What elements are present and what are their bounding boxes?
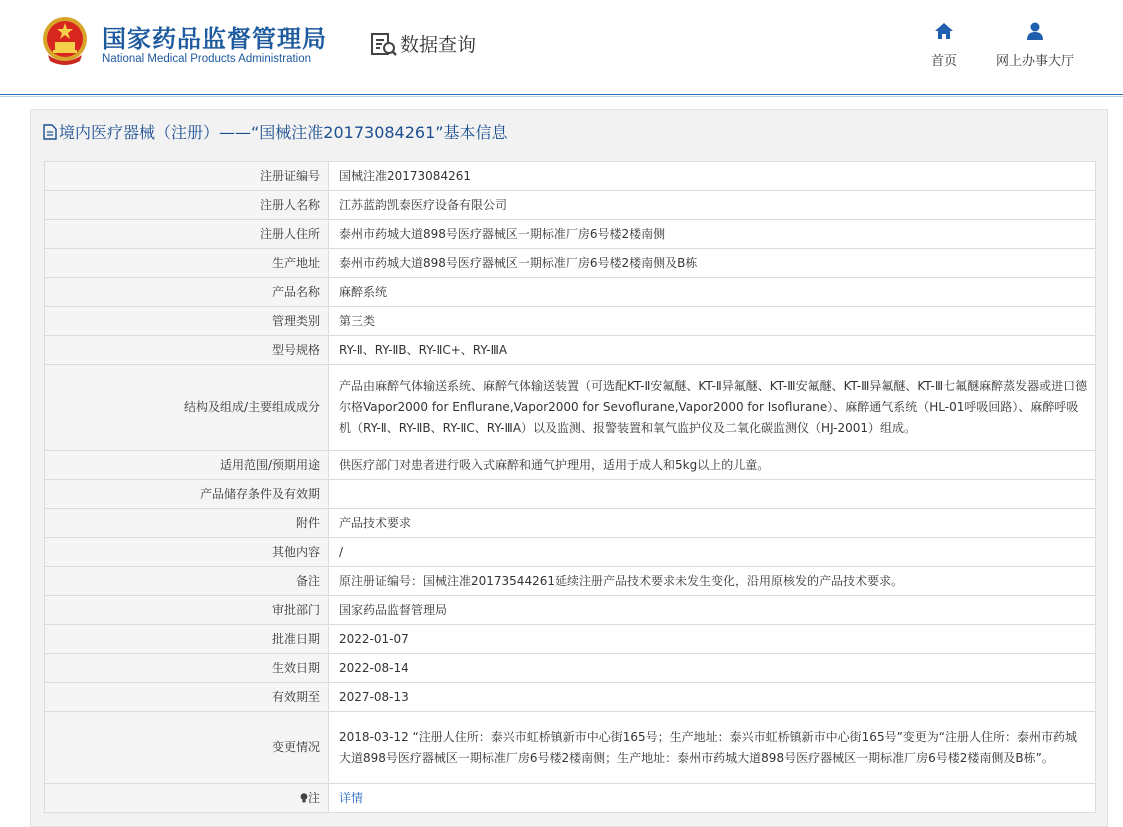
row-value: 产品由麻醉气体输送系统、麻醉气体输送装置（可选配KT-Ⅱ安氟醚、KT-Ⅱ异氟醚、KT-Ⅲ安氟醚、KT-Ⅲ异氟醚、KT-Ⅲ七氟醚麻醉蒸发器或进口德尔格Vapor2000 for Enflurane,Vapor2000 for Sevoflurane,Vapor2000 for Isoflurane）、麻醉通气系统（HL-01呼吸回路）、麻醉呼吸机（RY-Ⅱ、RY-ⅡB、RY-ⅡC、RY-ⅢA）以及监测、报警装置和氧气监护仪及二氧化碳监测仪（HJ-2001）组成。	[329, 365, 1096, 451]
row-key: 审批部门	[45, 596, 329, 625]
header-divider-light	[0, 96, 1123, 97]
table-row	[45, 307, 1096, 336]
row-key: 有效期至	[45, 683, 329, 712]
row-value: 2018-03-12 “注册人住所：泰兴市虹桥镇新市中心街165号；生产地址：泰兴市虹桥镇新市中心街165号”变更为“注册人住所：泰州市药城大道898号医疗器械区一期标准厂房6号楼2楼南侧；生产地址：泰州市药城大道898号医疗器械区一期标准厂房6号楼2楼南侧及B栋”。	[329, 712, 1096, 784]
table-row	[45, 451, 1096, 480]
row-value	[329, 784, 1096, 813]
row-key: 其他内容	[45, 538, 329, 567]
table-row	[45, 683, 1096, 712]
row-key: 批准日期	[45, 625, 329, 654]
agency-name-cn[interactable]: 国家药品监督管理局	[102, 25, 327, 53]
nav-online-service-hall[interactable]	[992, 22, 1078, 69]
agency-name-en[interactable]: National Medical Products Administration	[102, 53, 312, 65]
table-row	[45, 567, 1096, 596]
row-value: 泰州市药城大道898号医疗器械区一期标准厂房6号楼2楼南侧及B栋	[329, 249, 1096, 278]
row-key: 附件	[45, 509, 329, 538]
note-row-key	[45, 784, 329, 813]
row-key: 注册人名称	[45, 191, 329, 220]
table-row	[45, 538, 1096, 567]
row-value: 供医疗部门对患者进行吸入式麻醉和通气护理用，适用于成人和5kg以上的儿童。	[329, 451, 1096, 480]
table-row	[45, 191, 1096, 220]
table-row	[45, 625, 1096, 654]
nav-home-label: 首页	[930, 54, 957, 69]
table-row	[45, 162, 1096, 191]
table-row	[45, 784, 1096, 813]
table-row	[45, 365, 1096, 451]
row-key: 变更情况	[45, 712, 329, 784]
row-key: 产品储存条件及有效期	[45, 480, 329, 509]
row-key: 产品名称	[45, 278, 329, 307]
row-key: 型号规格	[45, 336, 329, 365]
table-row	[45, 278, 1096, 307]
row-key: 结构及组成/主要组成成分	[45, 365, 329, 451]
detail-panel	[30, 109, 1108, 827]
table-row	[45, 249, 1096, 278]
row-key: 注册人住所	[45, 220, 329, 249]
table-row	[45, 509, 1096, 538]
panel-title	[43, 120, 508, 143]
nav-hall-label: 网上办事大厅	[995, 54, 1074, 69]
table-row	[45, 712, 1096, 784]
row-value: 麻醉系统	[329, 278, 1096, 307]
table-row	[45, 596, 1096, 625]
row-value: 2022-01-07	[329, 625, 1096, 654]
table-row	[45, 654, 1096, 683]
panel-title-text: 境内医疗器械（注册）——“国械注准20173084261”基本信息	[59, 123, 508, 142]
data-query-label: 数据查询	[400, 34, 477, 56]
document-icon	[43, 124, 57, 140]
row-key: 管理类别	[45, 307, 329, 336]
row-value: 2027-08-13	[329, 683, 1096, 712]
national-emblem-icon	[40, 15, 90, 67]
row-value: 国械注准20173084261	[329, 162, 1096, 191]
row-value: /	[329, 538, 1096, 567]
row-key: 生效日期	[45, 654, 329, 683]
row-value: 2022-08-14	[329, 654, 1096, 683]
row-key: 生产地址	[45, 249, 329, 278]
row-value: 国家药品监督管理局	[329, 596, 1096, 625]
lightbulb-icon	[300, 793, 308, 803]
table-row	[45, 336, 1096, 365]
table-row	[45, 220, 1096, 249]
user-icon	[1025, 22, 1045, 40]
row-value	[329, 480, 1096, 509]
row-value: RY-Ⅱ、RY-ⅡB、RY-ⅡC+、RY-ⅢA	[329, 336, 1096, 365]
note-label: 注	[307, 790, 320, 805]
row-key: 备注	[45, 567, 329, 596]
row-value: 泰州市药城大道898号医疗器械区一期标准厂房6号楼2楼南侧	[329, 220, 1096, 249]
site-header	[0, 0, 1123, 95]
row-value: 原注册证编号：国械注准20173544261延续注册产品技术要求未发生变化，沿用原核发的产品技术要求。	[329, 567, 1096, 596]
row-value: 产品技术要求	[329, 509, 1096, 538]
row-value: 江苏蓝韵凯泰医疗设备有限公司	[329, 191, 1096, 220]
row-key: 注册证编号	[45, 162, 329, 191]
data-query-icon	[370, 32, 398, 58]
row-value: 第三类	[329, 307, 1096, 336]
header-divider	[0, 94, 1123, 95]
details-link[interactable]: 详情	[339, 790, 364, 805]
home-icon	[934, 22, 954, 40]
info-table	[44, 161, 1096, 813]
nav-home[interactable]	[924, 22, 964, 69]
table-row	[45, 480, 1096, 509]
row-key: 适用范围/预期用途	[45, 451, 329, 480]
info-table-wrapper	[44, 161, 1096, 813]
